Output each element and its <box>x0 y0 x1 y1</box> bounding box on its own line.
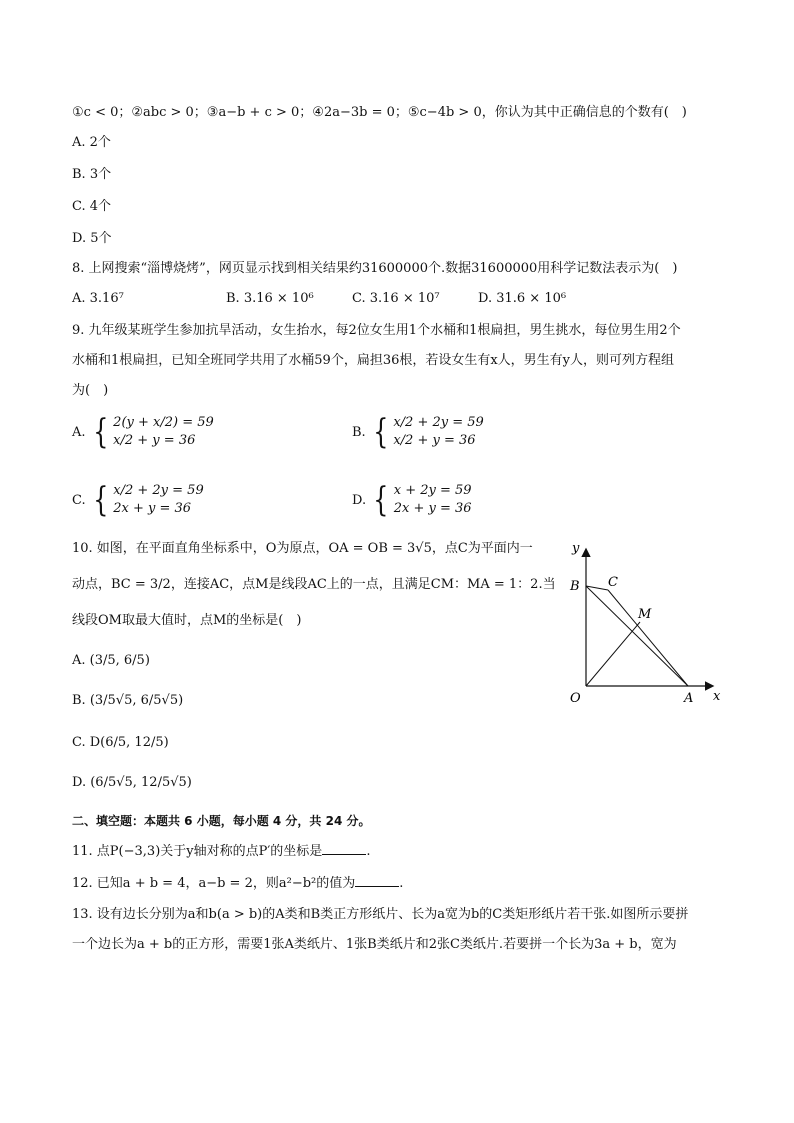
q11-text: 11. 点P(−3,3)关于y轴对称的点P′的坐标是 <box>72 844 323 859</box>
q10-stem-line2: 动点，BC = 3/2，连接AC，点M是线段AC上的一点，且满足CM：MA = 1：2.当 <box>72 577 556 592</box>
q7-option-d: D. 5个 <box>72 231 112 246</box>
q10-stem-line3: 线段OM取最大值时，点M的坐标是( ) <box>72 613 302 628</box>
q9-a-eq1: 2(y + x/2) = 59 <box>113 415 214 430</box>
q11-answer-blank[interactable] <box>322 842 366 855</box>
q12 <box>72 874 403 893</box>
q9-option-b-label: B. <box>352 424 366 440</box>
q8-option-d: D. 31.6 × 10⁶ <box>478 291 567 306</box>
brace-icon: { <box>92 480 109 520</box>
q9-stem-line2: 水桶和1根扁担，已知全班同学共用了水桶59个，扁担36根，若设女生有x人，男生有y人，则可列方程组 <box>72 353 675 368</box>
label-o: O <box>570 691 581 706</box>
q13-line2: 一个边长为a + b的正方形，需要1张A类纸片、1张B类纸片和2张C类纸片.若要拼一个长为3a + b，宽为 <box>72 937 677 952</box>
q10-option-a: A. (3/5, 6/5) <box>72 653 150 668</box>
q10-option-d: D. (6/5√5, 12/5√5) <box>72 775 192 790</box>
label-x: x <box>713 689 721 704</box>
q9-option-a-label: A. <box>72 424 86 440</box>
q9-c-eq2: 2x + y = 36 <box>113 501 192 516</box>
q9-option-b <box>352 414 484 450</box>
q9-stem-line3: 为( ) <box>72 383 109 398</box>
brace-icon: { <box>92 412 108 452</box>
segment-om <box>586 622 640 686</box>
q8-option-b: B. 3.16 × 10⁶ <box>226 291 314 306</box>
label-m: M <box>638 607 652 622</box>
q9-b-eq1: x/2 + 2y = 59 <box>393 415 484 430</box>
q11 <box>72 842 370 861</box>
q8-option-c: C. 3.16 × 10⁷ <box>352 291 440 306</box>
q9-option-c-label: C. <box>72 492 86 508</box>
label-y: y <box>572 541 580 556</box>
q13-line1: 13. 设有边长分别为a和b(a > b)的A类和B类正方形纸片、长为a宽为b的C类矩形纸片若干张.如图所示要拼 <box>72 907 689 922</box>
q9-d-eq2: 2x + y = 36 <box>393 501 472 516</box>
section-heading: 二、填空题：本题共 6 小题，每小题 4 分，共 24 分。 <box>72 814 371 828</box>
q8-stem: 8. 上网搜索“淄博烧烤”，网页显示找到相关结果约31600000个.数据31600000用科学记数法表示为( ) <box>72 261 678 276</box>
q10-option-c: C. D(6/5, 12/5) <box>72 735 169 750</box>
label-b: B <box>570 579 580 594</box>
brace-icon: { <box>373 480 389 520</box>
q10-stem-line1: 10. 如图，在平面直角坐标系中，O为原点，OA = OB = 3√5，点C为平面内一 <box>72 541 533 556</box>
q7-stem: ①c < 0；②abc > 0；③a−b + c > 0；④2a−3b = 0；⑤c−4b > 0，你认为其中正确信息的个数有( ) <box>72 105 687 120</box>
q10-figure <box>560 538 730 708</box>
q7-option-b: B. 3个 <box>72 167 112 182</box>
q7-option-c: C. 4个 <box>72 199 112 214</box>
q9-option-a <box>72 414 214 450</box>
label-c: C <box>608 575 618 590</box>
label-a: A <box>684 691 694 706</box>
q12-answer-blank[interactable] <box>355 874 399 887</box>
q8-option-a: A. 3.16⁷ <box>72 291 124 306</box>
q9-d-eq1: x + 2y = 59 <box>393 483 472 498</box>
q9-b-eq2: x/2 + y = 36 <box>393 433 476 448</box>
q9-c-eq1: x/2 + 2y = 59 <box>113 483 204 498</box>
q11-end: . <box>366 844 371 859</box>
q12-end: . <box>399 876 404 891</box>
q7-option-a: A. 2个 <box>72 135 111 150</box>
q9-a-eq2: x/2 + y = 36 <box>113 433 196 448</box>
segment-ca <box>608 590 688 686</box>
segment-ba <box>586 586 688 686</box>
q9-option-d <box>352 482 472 518</box>
q10-option-b: B. (3/5√5, 6/5√5) <box>72 693 184 708</box>
q9-option-c <box>72 482 204 518</box>
q9-stem-line1: 9. 九年级某班学生参加抗旱活动，女生抬水，每2位女生用1个水桶和1根扁担，男生挑水，每位男生用2个 <box>72 323 681 338</box>
q9-option-d-label: D. <box>352 492 367 508</box>
brace-icon: { <box>372 412 389 452</box>
q12-text: 12. 已知a + b = 4，a−b = 2，则a²−b²的值为 <box>72 876 356 891</box>
